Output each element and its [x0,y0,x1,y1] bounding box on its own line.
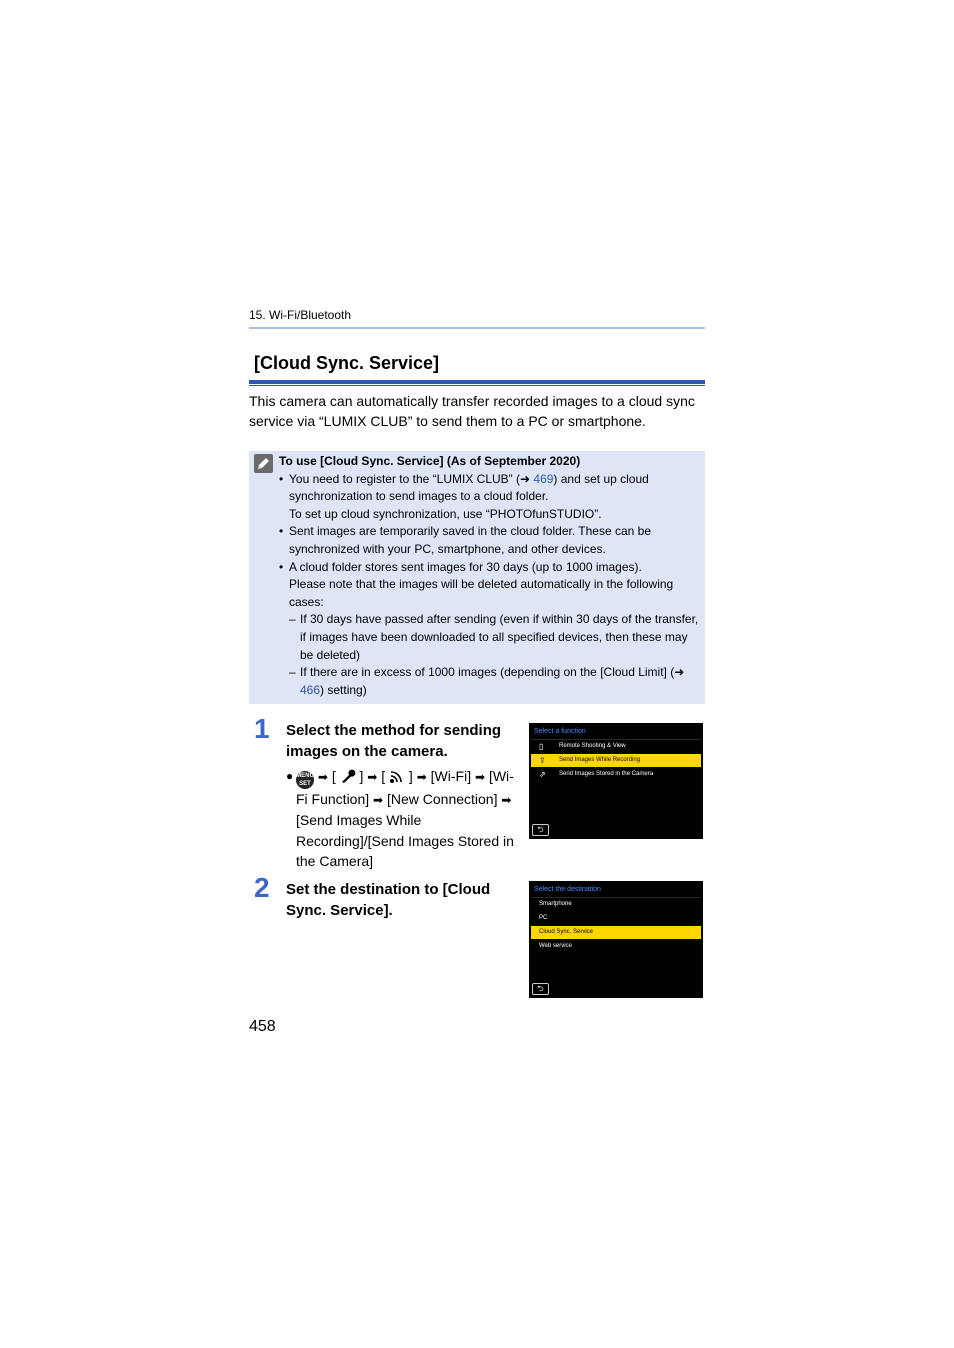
back-icon[interactable]: ⮌ [532,824,549,836]
menu-item-cloud-sync[interactable]: Cloud Sync. Service [531,926,701,939]
menu-item-pc[interactable]: PC [539,915,548,921]
page-link-469[interactable]: 469 [533,471,554,486]
intro-paragraph: This camera can automatically transfer recorded images to a cloud sync service via “LUMIX CLUB” to send them to a PC or smartphone. [249,393,695,429]
menu-item-send-stored[interactable]: ⇗ Send Images Stored in the Camera [539,770,654,779]
camera-screen-select-function [529,723,703,839]
section-divider-thin [249,385,705,386]
step-1-title: Select the method for sending images on the camera. [286,722,502,760]
section-title: [Cloud Sync. Service] [254,353,440,373]
bullet-dot: ● [286,769,294,783]
chapter-header: 15. Wi-Fi/Bluetooth [249,308,352,322]
page-link-466[interactable]: 466 [300,682,321,697]
note-dash-2: – If there are in excess of 1000 images (depending on the [Cloud Limit] (➜ 466) setting) [289,665,685,697]
menu-item-send-while-recording[interactable]: ⇪ Send Images While Recording [531,754,701,767]
arrow-icon: ➡ [373,793,384,807]
menu-item-remote-shooting[interactable]: ▯ Remote Shooting & View [539,742,626,751]
menu-set-icon: MENU SET [296,773,314,787]
note-bullet-2: • Sent images are temporarily saved in the cloud folder. These can be synchronized with your PC, smartphone, and other devices. [279,523,701,558]
note-bullet-1: • You need to register to the “LUMIX CLUB” (➜ 469) and set up cloud synchronization to send images to a cloud folder. To set up cloud synchronization, use “PHOTOfunSTUDIO”. [279,471,701,524]
menu-item-smartphone[interactable]: Smartphone [539,901,572,907]
send-stored-icon: ⇗ [539,770,546,779]
arrow-icon: ➡ [501,793,512,807]
header-divider [249,327,705,329]
screen-heading: Select a function [534,728,586,735]
step-2-title: Set the destination to [Cloud Sync. Service]. [286,881,491,919]
arrow-icon: ➜ [674,665,685,680]
wrench-icon [336,768,360,784]
step-1-number: 1 [254,713,270,744]
note-heading: To use [Cloud Sync. Service] (As of September 2020) [279,454,581,468]
note-dash-1: – If 30 days have passed after sending (even if within 30 days of the transfer, if images have been downloaded to all specified devices, then these may be deleted) [289,612,699,662]
step-1-menu-path: ● MENU SET ➡ [ ] ➡ [ ] ➡ [Wi-Fi] ➡ [Wi-Fi Function] ➡ [New Connection] ➡ [Send Images While Recording]/[Send Images Stored in the Camera] [286,768,514,869]
step-2-number: 2 [254,872,270,903]
back-icon[interactable]: ⮌ [532,983,549,995]
camera-remote-icon: ▯ [539,742,544,751]
pencil-note-icon [254,454,273,473]
send-while-recording-icon: ⇪ [539,756,546,765]
arrow-icon: ➡ [367,770,378,784]
section-divider [249,380,705,384]
arrow-icon: ➜ [520,471,534,486]
note-content [279,453,701,699]
arrow-icon: ➡ [317,770,328,784]
screen-heading: Select the destination [534,886,601,893]
menu-item-web-service[interactable]: Web service [539,943,572,949]
note-bullet-3: • A cloud folder stores sent images for 30 days (up to 1000 images). Please note that the images will be deleted automatically in the following cases: [279,559,701,612]
wifi-icon [385,768,409,784]
page-number: 458 [249,1018,276,1035]
camera-screen-select-destination [529,881,703,998]
arrow-icon: ➡ [416,770,427,784]
arrow-icon: ➡ [474,770,486,784]
